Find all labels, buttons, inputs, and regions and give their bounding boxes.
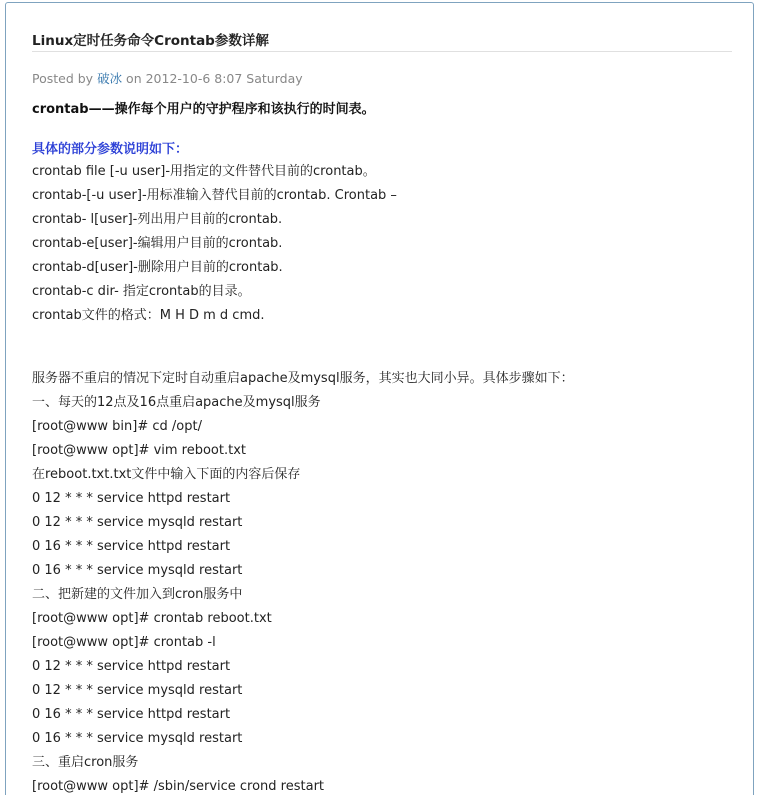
body-line: 0 16 * * * service httpd restart [32, 539, 231, 554]
body-line: 三、重启cron服务 [32, 755, 139, 770]
post-meta [32, 69, 303, 87]
param-line: crontab-c dir- 指定crontab的目录。 [32, 284, 251, 299]
body-line: 服务器不重启的情况下定时自动重启apache及mysql服务，其实也大同小异。具体步骤如下： [32, 371, 574, 386]
post-title[interactable]: Linux定时任务命令Crontab参数详解 [32, 33, 269, 49]
meta-date: on 2012-10-6 8:07 Saturday [122, 71, 303, 86]
body-line: 二、把新建的文件加入到cron服务中 [32, 587, 243, 602]
body-line: 在reboot.txt.txt文件中输入下面的内容后保存 [32, 467, 301, 482]
body-line: 0 16 * * * service mysqld restart [32, 731, 243, 746]
title-divider [32, 51, 732, 52]
body-line: [root@www bin]# cd /opt/ [32, 419, 202, 434]
body-line: 0 12 * * * service mysqld restart [32, 683, 243, 698]
meta-prefix: Posted by [32, 71, 98, 86]
body-line: [root@www opt]# crontab reboot.txt [32, 611, 272, 626]
body-line: 0 12 * * * service mysqld restart [32, 515, 243, 530]
lead-paragraph: crontab——操作每个用户的守护程序和该执行的时间表。 [32, 102, 375, 117]
param-line: crontab file [-u user]-用指定的文件替代目前的crontab。 [32, 164, 376, 179]
author-link[interactable]: 破冰 [97, 71, 123, 86]
body-line: [root@www opt]# crontab -l [32, 635, 216, 650]
param-line: crontab-[-u user]-用标准输入替代目前的crontab. Crontab – [32, 188, 397, 203]
param-line: crontab- l[user]-列出用户目前的crontab. [32, 212, 283, 227]
param-line: crontab-e[user]-编辑用户目前的crontab. [32, 236, 283, 251]
param-line: crontab文件的格式：M H D m d cmd. [32, 308, 265, 323]
body-line: [root@www opt]# vim reboot.txt [32, 443, 246, 458]
body-line: [root@www opt]# /sbin/service crond restart [32, 779, 325, 794]
body-line: 0 12 * * * service httpd restart [32, 659, 231, 674]
post-container [5, 2, 754, 795]
body-line: 0 16 * * * service httpd restart [32, 707, 231, 722]
section-heading: 具体的部分参数说明如下： [32, 142, 189, 157]
body-line: 0 16 * * * service mysqld restart [32, 563, 243, 578]
param-line: crontab-d[user]-删除用户目前的crontab. [32, 260, 283, 275]
body-line: 0 12 * * * service httpd restart [32, 491, 231, 506]
body-line: 一、每天的12点及16点重启apache及mysql服务 [32, 395, 321, 410]
